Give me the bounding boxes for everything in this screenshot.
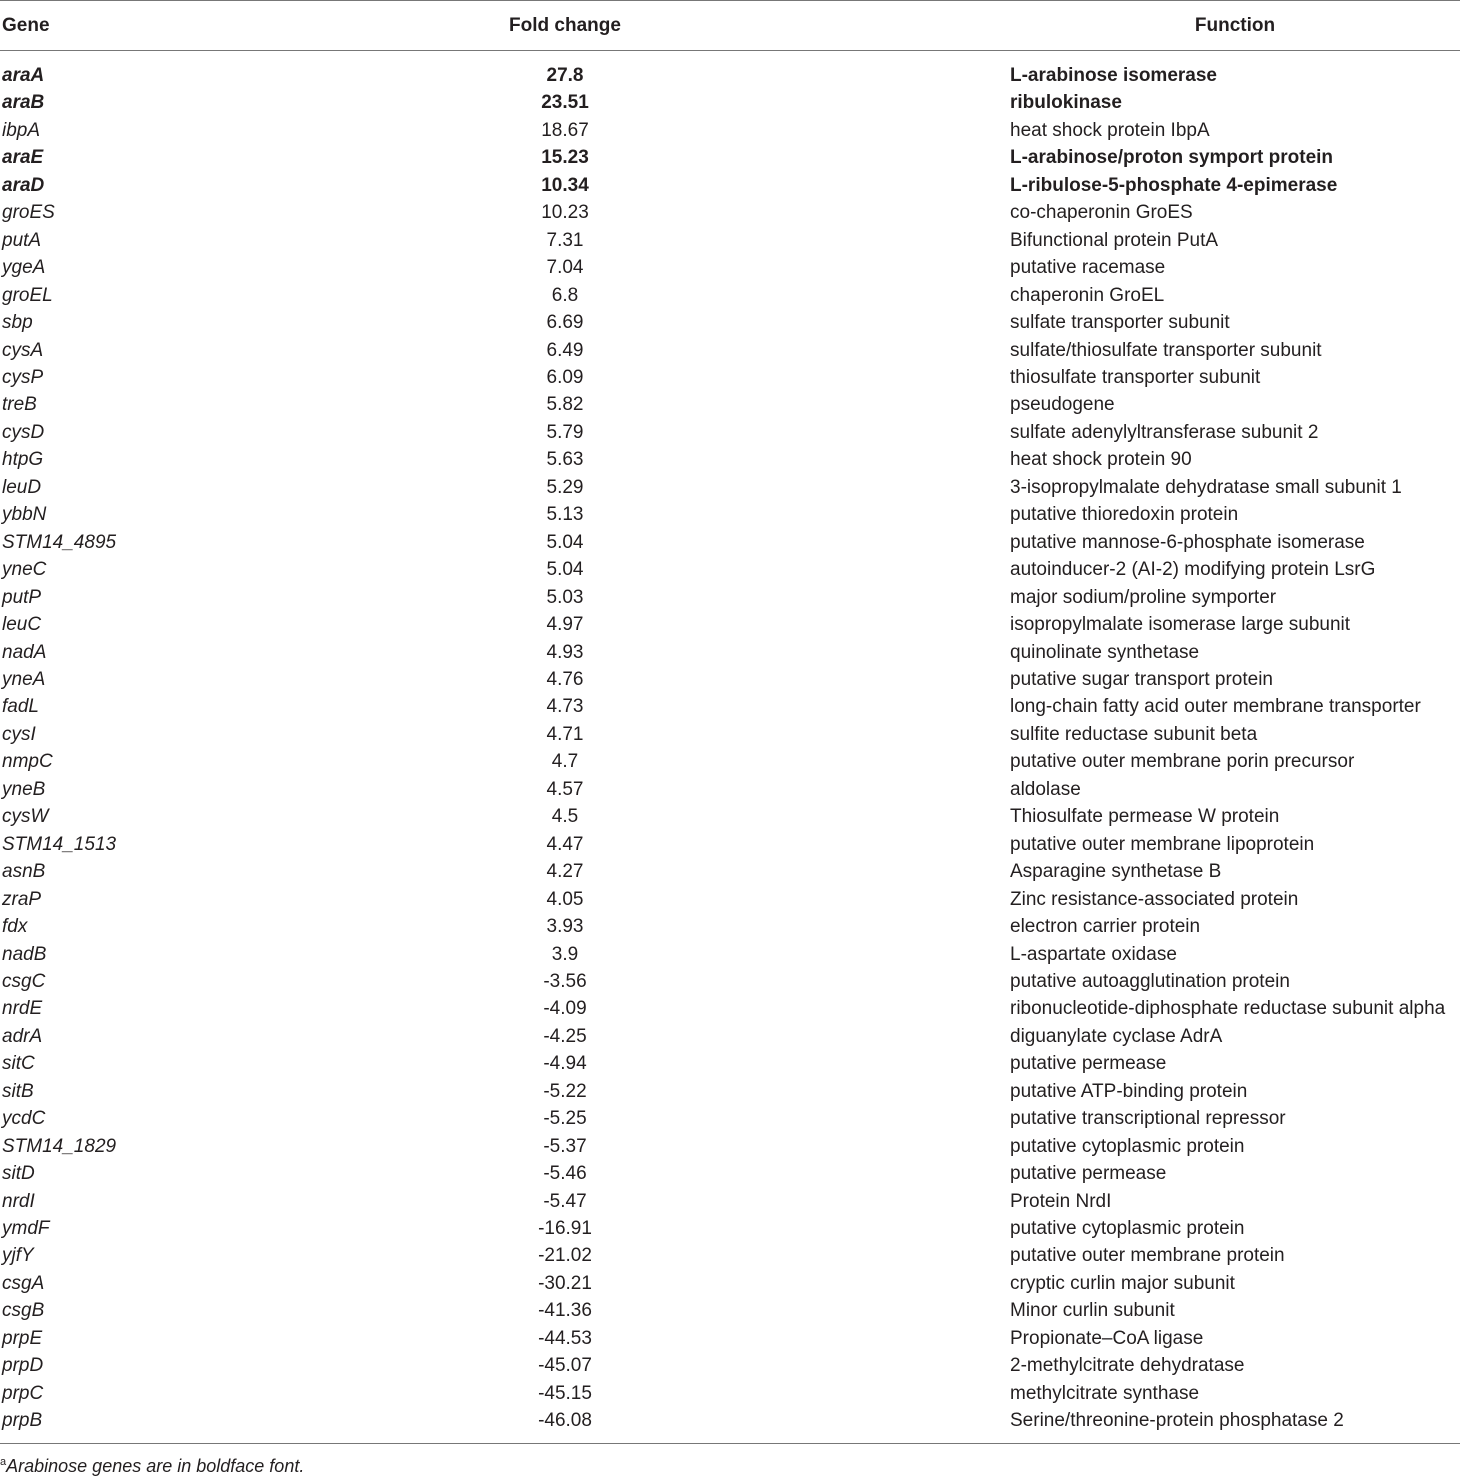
table-row	[0, 584, 1460, 611]
cell-fold-change: -4.94	[543, 1053, 587, 1075]
header-function: Function	[1194, 15, 1276, 36]
table-row	[0, 941, 1460, 968]
table-row	[0, 693, 1460, 720]
cell-fold-change: 5.29	[546, 476, 584, 498]
cell-gene: STM14_4895	[2, 531, 117, 553]
cell-fold-change: 5.63	[546, 449, 584, 471]
cell-fold-change: -4.09	[543, 998, 587, 1020]
cell-fold-change: 10.23	[541, 202, 589, 224]
cell-fold-change: 4.71	[546, 723, 584, 745]
cell-fold-change: 4.5	[551, 806, 579, 828]
cell-gene: csgB	[2, 1300, 45, 1322]
table-row	[0, 1380, 1460, 1407]
table-row	[0, 529, 1460, 556]
cell-function: diguanylate cyclase AdrA	[1010, 1025, 1223, 1047]
cell-gene: asnB	[2, 861, 46, 883]
cell-function: ribulokinase	[1010, 92, 1122, 114]
cell-fold-change: 6.8	[551, 284, 579, 306]
table-row	[0, 1215, 1460, 1242]
cell-fold-change: -41.36	[538, 1300, 592, 1322]
cell-fold-change: -5.25	[543, 1108, 587, 1130]
cell-function: thiosulfate transporter subunit	[1010, 366, 1261, 388]
table-row	[0, 501, 1460, 528]
cell-fold-change: 10.34	[541, 174, 589, 196]
cell-function: Bifunctional protein PutA	[1010, 229, 1219, 251]
cell-function: long-chain fatty acid outer membrane transporter	[1010, 696, 1421, 718]
table-row	[0, 144, 1460, 171]
cell-function: putative outer membrane porin precursor	[1010, 751, 1355, 773]
table-row	[0, 1407, 1460, 1434]
cell-fold-change: -21.02	[538, 1245, 592, 1267]
cell-function: electron carrier protein	[1010, 916, 1201, 938]
cell-gene: putA	[2, 229, 42, 251]
header-gene: Gene	[2, 15, 50, 36]
table-row	[0, 776, 1460, 803]
cell-gene: cysD	[2, 421, 45, 443]
cell-fold-change: -5.37	[543, 1135, 587, 1157]
table-row	[0, 1050, 1460, 1077]
table-row	[0, 1160, 1460, 1187]
cell-function: L-arabinose isomerase	[1010, 65, 1217, 86]
table-row	[0, 995, 1460, 1022]
cell-gene: nrdE	[2, 998, 43, 1020]
cell-function: Thiosulfate permease W protein	[1010, 806, 1280, 828]
cell-gene: leuD	[2, 476, 42, 498]
cell-gene: sitD	[2, 1163, 35, 1185]
cell-function: putative racemase	[1010, 257, 1166, 279]
cell-gene: sitC	[2, 1053, 35, 1075]
table-row	[0, 1270, 1460, 1297]
cell-gene: yneB	[2, 778, 46, 800]
table-row	[0, 62, 1460, 89]
cell-function: sulfate adenylyltransferase subunit 2	[1010, 421, 1319, 443]
cell-function: putative mannose-6-phosphate isomerase	[1010, 531, 1365, 553]
table-bottom-rule	[0, 1443, 1460, 1444]
cell-fold-change: -30.21	[538, 1272, 592, 1294]
table-row	[0, 721, 1460, 748]
cell-function: putative cytoplasmic protein	[1010, 1135, 1245, 1157]
cell-gene: htpG	[2, 449, 44, 471]
table-row	[0, 199, 1460, 226]
cell-gene: adrA	[2, 1025, 43, 1047]
cell-fold-change: 4.7	[551, 751, 579, 773]
cell-function: Zinc resistance-associated protein	[1010, 888, 1299, 910]
cell-fold-change: 3.93	[546, 916, 584, 938]
cell-gene: araB	[2, 92, 45, 114]
table-row	[0, 831, 1460, 858]
cell-gene: leuC	[2, 614, 42, 636]
table-row	[0, 556, 1460, 583]
table-row	[0, 446, 1460, 473]
cell-function: putative autoagglutination protein	[1010, 970, 1290, 992]
table-row	[0, 913, 1460, 940]
cell-fold-change: 7.31	[546, 229, 584, 251]
cell-function: L-arabinose/proton symport protein	[1010, 147, 1334, 169]
cell-function: cryptic curlin major subunit	[1010, 1272, 1235, 1294]
table-row	[0, 1297, 1460, 1324]
cell-function: Minor curlin subunit	[1010, 1300, 1175, 1322]
table-row	[0, 1105, 1460, 1132]
cell-fold-change: 7.04	[546, 257, 584, 279]
table-row	[0, 1023, 1460, 1050]
cell-gene: putP	[2, 586, 42, 608]
cell-fold-change: -3.56	[543, 970, 587, 992]
cell-gene: prpD	[2, 1355, 44, 1377]
cell-gene: ymdF	[2, 1218, 50, 1240]
cell-function: ribonucleotide-diphosphate reductase subunit alpha	[1010, 998, 1446, 1020]
cell-gene: cysA	[2, 339, 44, 361]
cell-fold-change: -5.46	[543, 1163, 587, 1185]
cell-function: aldolase	[1010, 778, 1081, 800]
table-row	[0, 254, 1460, 281]
cell-gene: araA	[2, 65, 45, 86]
table-row	[0, 639, 1460, 666]
cell-fold-change: 6.49	[546, 339, 584, 361]
cell-fold-change: 4.47	[546, 833, 584, 855]
cell-gene: yneC	[2, 559, 47, 581]
cell-gene: nmpC	[2, 751, 53, 773]
cell-fold-change: 15.23	[541, 147, 589, 169]
table-row	[0, 172, 1460, 199]
cell-gene: yneA	[2, 668, 46, 690]
cell-fold-change: -5.47	[543, 1190, 587, 1212]
table-row	[0, 666, 1460, 693]
cell-fold-change: -45.07	[538, 1355, 592, 1377]
cell-gene: nadB	[2, 943, 47, 965]
cell-gene: cysI	[2, 723, 36, 745]
table-row	[0, 858, 1460, 885]
cell-fold-change: 5.03	[546, 586, 584, 608]
table-row	[0, 803, 1460, 830]
cell-gene: prpB	[2, 1410, 43, 1432]
cell-fold-change: 5.04	[546, 559, 584, 581]
table-row	[0, 1078, 1460, 1105]
cell-function: putative cytoplasmic protein	[1010, 1218, 1245, 1240]
cell-fold-change: 4.05	[546, 888, 584, 910]
cell-function: chaperonin GroEL	[1010, 284, 1165, 306]
cell-fold-change: -46.08	[538, 1410, 592, 1432]
cell-gene: nrdI	[2, 1190, 35, 1212]
table-row	[0, 89, 1460, 116]
cell-function: Propionate–CoA ligase	[1010, 1327, 1204, 1349]
table-row	[0, 474, 1460, 501]
cell-function: putative thioredoxin protein	[1010, 504, 1239, 526]
cell-fold-change: 6.09	[546, 366, 584, 388]
cell-gene: nadA	[2, 641, 47, 663]
cell-function: 3-isopropylmalate dehydratase small subunit 1	[1010, 476, 1402, 498]
table-row	[0, 364, 1460, 391]
table-row	[0, 282, 1460, 309]
cell-gene: araE	[2, 147, 44, 169]
cell-gene: sbp	[2, 312, 33, 334]
cell-gene: ybbN	[2, 504, 47, 526]
cell-gene: groEL	[2, 284, 53, 306]
cell-function: Serine/threonine-protein phosphatase 2	[1010, 1410, 1344, 1432]
cell-gene: STM14_1829	[2, 1135, 117, 1157]
cell-fold-change: -44.53	[538, 1327, 592, 1349]
cell-function: putative transcriptional repressor	[1010, 1108, 1286, 1130]
cell-function: quinolinate synthetase	[1010, 641, 1200, 663]
cell-gene: cysW	[2, 806, 49, 828]
cell-fold-change: 4.27	[546, 861, 584, 883]
table-row	[0, 1133, 1460, 1160]
cell-fold-change: 5.82	[546, 394, 584, 416]
cell-fold-change: 23.51	[541, 92, 589, 114]
cell-fold-change: 6.69	[546, 312, 584, 334]
cell-gene: csgA	[2, 1272, 45, 1294]
cell-fold-change: 27.8	[546, 65, 584, 86]
table-header-row	[0, 0, 1460, 50]
cell-gene: csgC	[2, 970, 46, 992]
table-row	[0, 227, 1460, 254]
table-header-rule	[0, 50, 1460, 51]
cell-function: putative permease	[1010, 1163, 1167, 1185]
table-row	[0, 419, 1460, 446]
cell-fold-change: 3.9	[551, 943, 579, 965]
table-row	[0, 748, 1460, 775]
cell-function: autoinducer-2 (AI-2) modifying protein LsrG	[1010, 559, 1376, 581]
cell-function: isopropylmalate isomerase large subunit	[1010, 614, 1351, 636]
cell-function: sulfate/thiosulfate transporter subunit	[1010, 339, 1322, 361]
cell-function: pseudogene	[1010, 394, 1115, 416]
cell-function: heat shock protein IbpA	[1010, 119, 1210, 141]
cell-gene: zraP	[2, 888, 42, 910]
cell-function: L-aspartate oxidase	[1010, 943, 1177, 965]
cell-function: Asparagine synthetase B	[1010, 861, 1222, 883]
cell-gene: prpC	[2, 1382, 44, 1404]
cell-gene: prpE	[2, 1327, 43, 1349]
cell-function: putative ATP-binding protein	[1010, 1080, 1248, 1102]
cell-gene: fadL	[2, 696, 39, 718]
cell-fold-change: 5.13	[546, 504, 584, 526]
cell-gene: STM14_1513	[2, 833, 117, 855]
cell-function: putative outer membrane lipoprotein	[1010, 833, 1315, 855]
cell-function: methylcitrate synthase	[1010, 1382, 1200, 1404]
cell-function: putative permease	[1010, 1053, 1167, 1075]
cell-function: putative sugar transport protein	[1010, 668, 1273, 690]
table-row	[0, 1352, 1460, 1379]
cell-function: co-chaperonin GroES	[1010, 202, 1193, 224]
cell-fold-change: 4.76	[546, 668, 584, 690]
table-row	[0, 117, 1460, 144]
table-row	[0, 886, 1460, 913]
cell-gene: treB	[2, 394, 37, 416]
cell-function: 2-methylcitrate dehydratase	[1010, 1355, 1245, 1377]
cell-fold-change: 4.73	[546, 696, 584, 718]
cell-fold-change: -5.22	[543, 1080, 587, 1102]
cell-gene: fdx	[2, 916, 28, 938]
cell-gene: araD	[2, 174, 45, 196]
cell-gene: groES	[2, 202, 55, 224]
cell-gene: yjfY	[2, 1245, 34, 1267]
cell-fold-change: -45.15	[538, 1382, 592, 1404]
cell-fold-change: -4.25	[543, 1025, 587, 1047]
table-row	[0, 968, 1460, 995]
cell-function: sulfite reductase subunit beta	[1010, 723, 1258, 745]
cell-function: L-ribulose-5-phosphate 4-epimerase	[1010, 174, 1338, 196]
table-row	[0, 1325, 1460, 1352]
cell-gene: sitB	[2, 1080, 34, 1102]
cell-fold-change: 5.79	[546, 421, 584, 443]
footnote-marker: a	[0, 1456, 7, 1468]
cell-function: major sodium/proline symporter	[1010, 586, 1277, 608]
cell-fold-change: 4.97	[546, 614, 584, 636]
table-row	[0, 309, 1460, 336]
cell-gene: ygeA	[2, 257, 46, 279]
cell-gene: ibpA	[2, 119, 41, 141]
footnote-text: Arabinose genes are in boldface font.	[6, 1456, 305, 1476]
cell-fold-change: 18.67	[541, 119, 589, 141]
cell-fold-change: -16.91	[538, 1218, 592, 1240]
cell-fold-change: 4.93	[546, 641, 584, 663]
cell-function: putative outer membrane protein	[1010, 1245, 1285, 1267]
cell-fold-change: 4.57	[546, 778, 584, 800]
cell-function: Protein NrdI	[1010, 1190, 1112, 1212]
cell-function: heat shock protein 90	[1010, 449, 1192, 471]
table-row	[0, 611, 1460, 638]
table-body	[0, 62, 1460, 1435]
table-footnote	[0, 1451, 304, 1477]
header-fold-change: Fold change	[509, 15, 621, 36]
cell-fold-change: 5.04	[546, 531, 584, 553]
cell-gene: cysP	[2, 366, 44, 388]
table-row	[0, 337, 1460, 364]
cell-gene: ycdC	[2, 1108, 46, 1130]
table-row	[0, 1242, 1460, 1269]
cell-function: sulfate transporter subunit	[1010, 312, 1230, 334]
table-row	[0, 1188, 1460, 1215]
table-row	[0, 391, 1460, 418]
